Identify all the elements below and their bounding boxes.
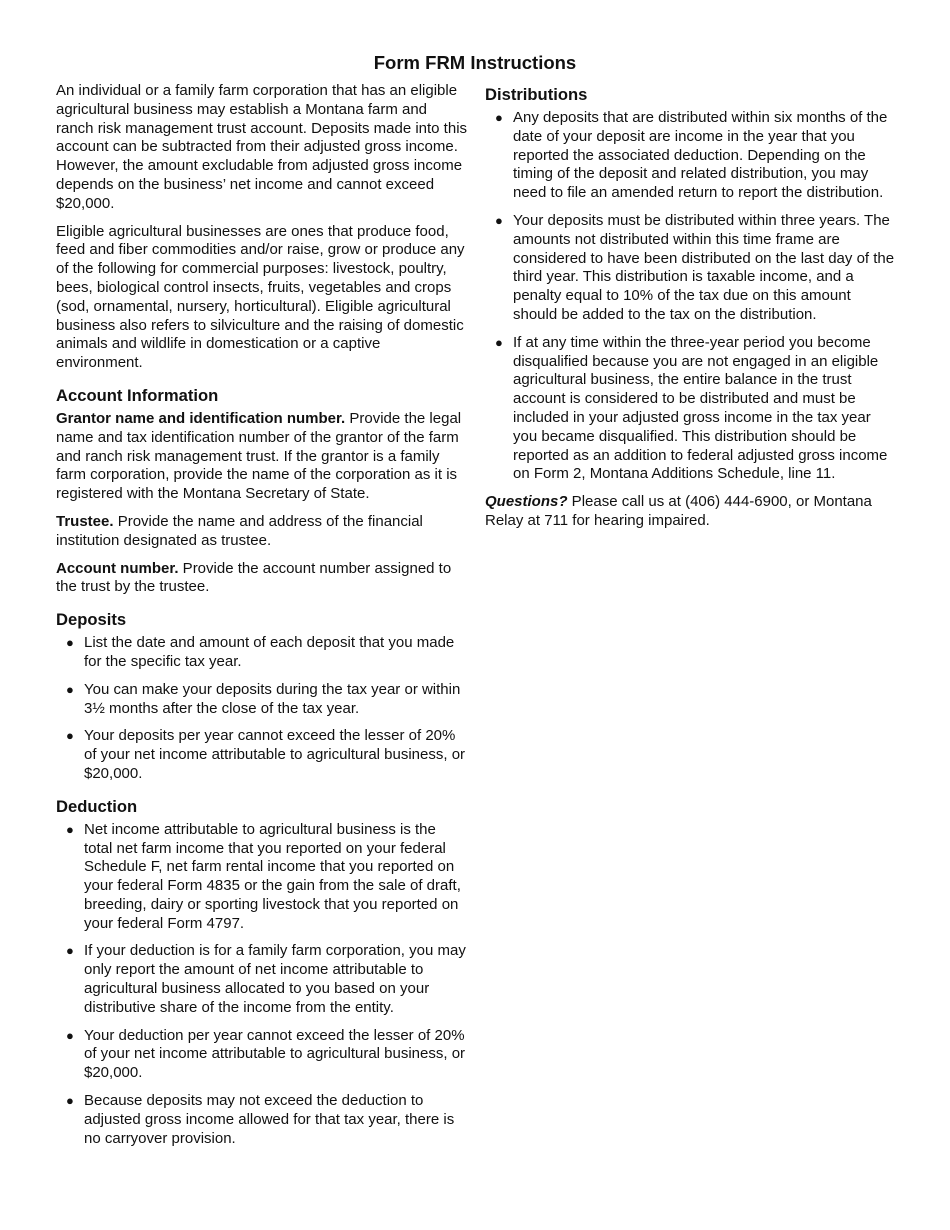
grantor-paragraph [56,410,468,504]
account-number-text: Provide the account number assigned to the trust by the trustee. [56,559,452,596]
deduction-heading: Deduction [56,796,138,816]
left-column [56,82,468,1157]
distributions-list [485,109,897,484]
account-number-lead: Account number. [56,559,179,577]
account-number-paragraph [56,560,468,598]
distributions-heading: Distributions [485,85,588,104]
bullet-icon: ● [66,1027,74,1043]
grantor-text: Provide the legal name and tax identification number of the grantor of the farm and ranch risk management trust. If the grantor is a family farm corporation, provide the name of the corporation as it is registered with the Montana Secretary of State. [56,409,462,503]
grantor-lead: Grantor name and identification number. [56,409,346,427]
list-item: ● Any deposits that are distributed within six months of the date of your deposit are income in the year that you reported the associated deduction. Depending on the timing of the deposit and related distribution, you may need to file an amended return to report the distribution. [495,109,888,202]
bullet-icon: ● [66,681,74,697]
bullet-icon: ● [66,635,74,651]
deposits-list [56,634,468,784]
list-item: ● Net income attributable to agricultural business is the total net farm income that you reported on your federal Schedule F, net farm rental income that you reported on your federal Form 4835 or the gain from the sale of draft, breeding, dairy or sporting livestock that you reported on your federal Form 4797. [66,820,461,932]
questions-paragraph [485,493,897,531]
list-item: ● If your deduction is for a family farm corporation, you may only report the amount of net income attributable to agricultural business allocated to you based on your distributive share of the income from the entity. [66,942,466,1016]
list-item: ● List the date and amount of each deposit that you made for the specific tax year. [66,634,455,670]
list-item: ● Your deduction per year cannot exceed the lesser of 20% of your net income attributable to agricultural business, or $20,000. [66,1026,466,1082]
intro-paragraph-1: An individual or a family farm corporation that has an eligible agricultural business may establish a Montana farm and ranch risk management trust account. Deposits made into this account can be subtracted from their adjusted gross income. However, the amount excludable from adjusted gross income depends on the business’ net income and cannot exceed $20,000. [56,82,468,212]
account-information-heading: Account Information [56,385,219,405]
deposits-heading: Deposits [56,610,127,630]
bullet-icon: ● [495,212,503,228]
list-item: ● If at any time within the three-year period you become disqualified because you are not engaged in an eligible agricultural business, the entire balance in the trust account is considered to be distributed and must be included in your adjusted gross income in the tax year you became disqualified. This distribution should be reported as an addition to federal adjusted gross income on Form 2, Montana Additions Schedule, line 11. [495,333,888,483]
questions-text: Please call us at (406) 444-6900, or Montana Relay at 711 for hearing impaired. [485,493,872,529]
list-item: ● Your deposits must be distributed within three years. The amounts not distributed within this time frame are considered to have been distributed on the last day of the third year. This distribution is taxable income, and a penalty equal to 10% of the tax due on this amount should be added to the tax on the distribution. [495,211,895,323]
bullet-icon: ● [495,334,503,350]
bullet-icon: ● [495,110,503,125]
deduction-list [56,821,468,1149]
list-item: ● Your deposits per year cannot exceed the lesser of 20% of your net income attributable to agricultural business, or $20,000. [66,727,466,782]
trustee-paragraph [56,513,468,551]
bullet-icon: ● [66,728,74,744]
list-item: ● You can make your deposits during the tax year or within 3½ months after the close of the tax year. [66,680,461,717]
bullet-icon: ● [66,943,74,959]
questions-lead: Questions? [485,493,568,511]
list-item: ● Because deposits may not exceed the deduction to adjusted gross income allowed for that tax year, there is no carryover provision. [66,1092,455,1147]
page-title: Form FRM Instructions [373,52,577,73]
bullet-icon: ● [66,1093,74,1109]
trustee-text: Provide the name and address of the financial institution designated as trustee. [56,512,423,549]
trustee-lead: Trustee. [56,512,114,530]
right-column [485,84,897,540]
bullet-icon: ● [66,821,74,837]
intro-paragraph-2: Eligible agricultural businesses are ones that produce food, feed and fiber commodities and/or raise, grow or produce any of the following for commercial purposes: livestock, poultry, bees, biological control insects, fruits, vegetables and crops (sod, ornamental, nursery, horticultural). Eligible agricultural business also refers to silviculture and the raising of domestic animals and wildlife in domestication or a captive environment. [56,222,465,372]
